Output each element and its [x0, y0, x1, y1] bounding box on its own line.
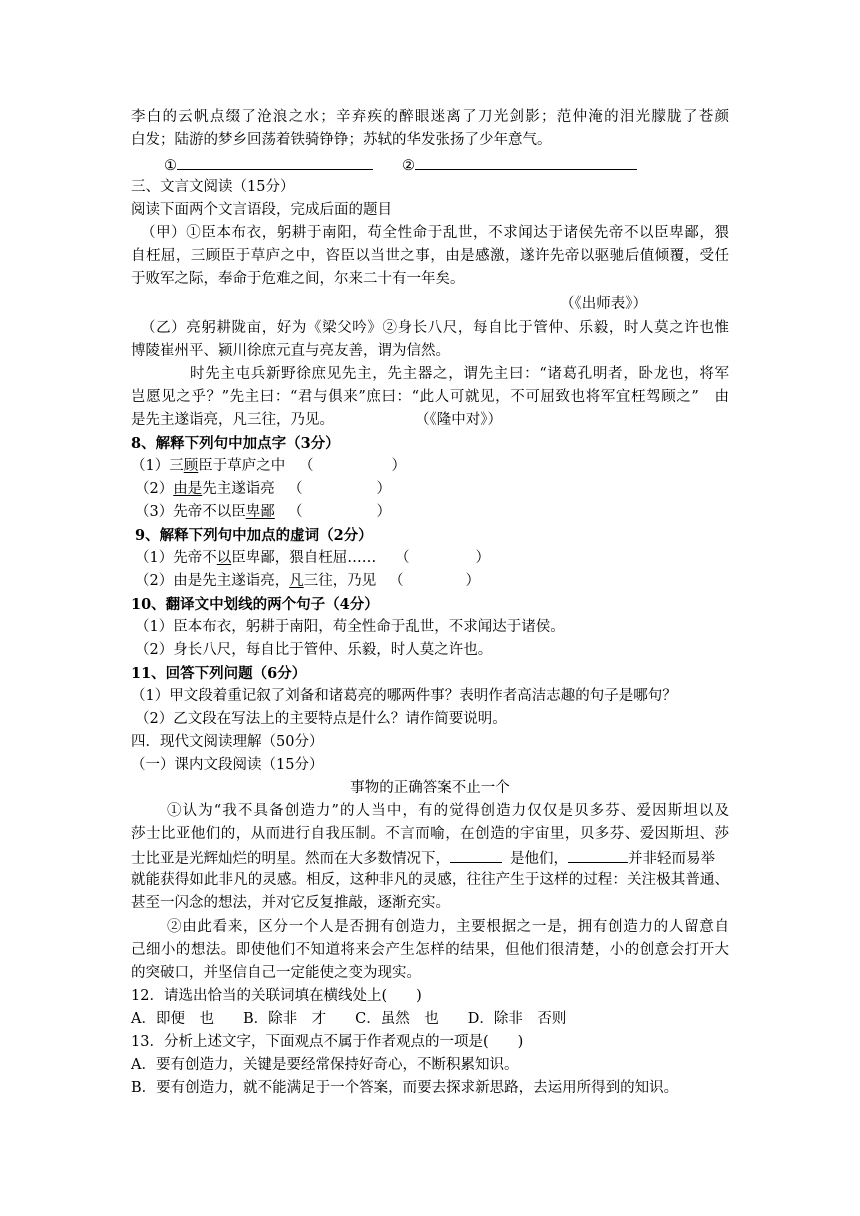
para-2-line-3: 的突破口，并坚信自己一定能使之变为现实。	[131, 965, 421, 981]
q9-1-answer	[395, 548, 490, 569]
section-3-heading: 三、文言文阅读（15分）	[131, 179, 295, 195]
para-1-line-3-text-b: 是他们，	[510, 851, 568, 867]
paren-close: ）	[475, 550, 490, 566]
q8-3-answer	[288, 502, 391, 523]
q8-1-marked-word: 顾	[183, 458, 199, 474]
question-10-1: （1）臣本布衣，躬耕于南阳，苟全性命于乱世，不求闻达于诸侯。	[135, 619, 565, 635]
question-11-1: （1）甲文段着重记叙了刘备和诸葛亮的哪两件事？表明作者高洁志趣的句子是哪句？	[131, 688, 677, 704]
q9-2-marked-word: 凡	[289, 573, 304, 589]
section-4-heading: 四．现代文阅读理解（50分）	[131, 734, 324, 750]
source-chushibiao: （《出师表》）	[560, 296, 647, 312]
passage-yi-line-5: 是先主遂诣亮，凡三往，乃见。	[131, 412, 334, 428]
para-1-line-3	[131, 847, 715, 870]
passage-title: 事物的正确答案不止一个	[350, 780, 510, 796]
passage-jia-line-2: 自枉屈，三顾臣于草庐之中，咨臣以当世之事，由是感激，遂许先帝以驱驰后值倾覆，受任	[131, 248, 729, 264]
q9-1-marked-word: 以	[216, 550, 232, 566]
passage-yi-line-3: 时先主屯兵新野徐庶见先主，先主器之，谓先主曰：“诸葛孔明者，卧龙也，将军	[190, 366, 729, 382]
passage-jia-line-3: 于败军之际，奉命于危难之间，尔来二十有一年矣。	[131, 271, 465, 287]
q9-2-rest: 三往，乃见	[303, 573, 377, 589]
paren-close: ）	[376, 481, 391, 497]
question-9-2	[135, 571, 376, 592]
q9-1-prefix: （1）先帝不	[135, 550, 217, 566]
question-12-options: A．即便 也 B．除非 才 C．虽然 也 D．除非 否则	[131, 1011, 567, 1027]
q8-3-marked-word: 卑鄙	[245, 504, 275, 520]
paren-open: （	[389, 573, 404, 589]
paren-open: （	[299, 458, 314, 474]
q8-1-answer	[299, 456, 406, 477]
question-12: 12．请选出恰当的关联词填在横线处上( )	[131, 988, 422, 1004]
para-2-line-1: ②由此看来，区分一个人是否拥有创造力，主要根据之一是，拥有创造力的人留意自	[167, 919, 729, 935]
q9-1-rest: 臣卑鄙，猥自枉屈……	[231, 550, 377, 566]
question-8-2	[135, 479, 275, 500]
question-8-3	[135, 502, 275, 523]
question-13-option-a: A．要有创造力，关键是要经常保持好奇心，不断积累知识。	[131, 1057, 519, 1073]
para-2-line-2: 己细小的想法。即使他们不知道将来会产生怎样的结果，但他们很清楚，小的创意会打开大	[131, 942, 729, 958]
section-4-sub-1: （一）课内文段阅读（15分）	[131, 757, 324, 773]
para-1-line-1: ①认为“我不具备创造力”的人当中，有的觉得创造力仅仅是贝多芬、爱因斯坦以及	[167, 803, 729, 819]
paren-open: （	[288, 504, 303, 520]
question-11-2: （2）乙文段在写法上的主要特点是什么？请作简要说明。	[135, 711, 507, 727]
question-13: 13．分析上述文字，下面观点不属于作者观点的一项是( )	[131, 1034, 524, 1050]
fill-blank-1	[450, 847, 502, 863]
blank-line	[177, 154, 373, 170]
q8-3-prefix: （3）先帝不以臣	[135, 504, 246, 520]
paren-close: ）	[391, 458, 406, 474]
fill-blank-2	[568, 847, 628, 863]
passage-jia-line-1: （甲）①臣本布衣，躬耕于南阳，苟全性命于乱世，不求闻达于诸侯先帝不以臣卑鄙，猥	[141, 225, 729, 241]
para-1-line-3-text-a: 士比亚是光辉灿烂的明星。然而在大多数情况下，	[131, 851, 450, 867]
q8-2-rest: 先主遂诣亮	[202, 481, 275, 497]
question-10: 10、翻译文中划线的两个句子（4分）	[131, 596, 379, 613]
question-13-option-b: B．要有创造力，就不能满足于一个答案，而要去探求新思路，去运用所得到的知识。	[131, 1080, 679, 1096]
para-1-line-4: 就能获得如此非凡的灵感。相反，这种非凡的灵感，往往产生于这样的过程：关注极其普通、	[131, 872, 729, 888]
question-8-1	[131, 456, 285, 477]
circle-number-2: ②	[402, 158, 415, 174]
section-3-instruction: 阅读下面两个文言语段，完成后面的题目	[131, 202, 392, 218]
question-10-2: （2）身长八尺，每自比于管仲、乐毅，时人莫之许也。	[135, 642, 493, 658]
passage-yi-line-4: 岂愿见之乎？”先主曰：“君与俱来”庶曰：“此人可就见，不可屈致也将军宜枉驾顾之” 由	[131, 389, 729, 405]
para-1-line-2: 莎士比亚他们的，从而进行自我压制。不言而喻，在创造的宇宙里，贝多芬、爱因斯坦、莎	[131, 826, 729, 842]
q9-2-answer	[389, 571, 480, 592]
paren-open: （	[395, 550, 410, 566]
paren-close: ）	[465, 573, 480, 589]
q8-1-rest: 臣于草庐之中	[198, 458, 286, 474]
paren-close: ）	[376, 504, 391, 520]
blank-line	[415, 154, 637, 170]
para-1-line-3-text-c: 并非轻而易举	[628, 851, 715, 867]
answer-blank-1	[164, 154, 373, 177]
para-1-line-5: 甚至一闪念的想法，并对它反复推敲，逐渐充实。	[131, 895, 450, 911]
source-longzhongdui: （《隆中对》）	[415, 412, 502, 428]
circle-number-1: ①	[164, 158, 177, 174]
paren-open: （	[288, 481, 303, 497]
q8-2-prefix: （2）	[135, 481, 174, 497]
intro-line-1: 李白的云帆点缀了沧浪之水；辛弃疾的醉眼迷离了刀光剑影；范仲淹的泪光朦胧了苍颜	[131, 109, 729, 125]
question-11: 11、回答下列问题（6分）	[131, 665, 307, 682]
q9-2-prefix: （2）由是先主遂诣亮，	[135, 573, 290, 589]
passage-yi-line-2: 博陵崔州平、颍川徐庶元直与亮友善，谓为信然。	[131, 343, 450, 359]
q8-1-prefix: （1）三	[131, 458, 184, 474]
question-8: 8、解释下列句中加点字（3分）	[131, 435, 340, 452]
question-9-1	[135, 548, 376, 569]
question-9: 9、解释下列句中加点的虚词（2分）	[135, 527, 373, 544]
passage-yi-line-1: （乙）亮躬耕陇亩，好为《梁父吟》②身长八尺，每自比于管仲、乐毅，时人莫之许也惟	[141, 320, 729, 336]
answer-blank-2	[402, 154, 637, 177]
q8-2-answer	[288, 479, 391, 500]
intro-line-2: 白发；陆游的梦乡回荡着铁骑铮铮；苏轼的华发张扬了少年意气。	[131, 132, 552, 148]
q8-2-marked-word: 由是	[173, 481, 203, 497]
